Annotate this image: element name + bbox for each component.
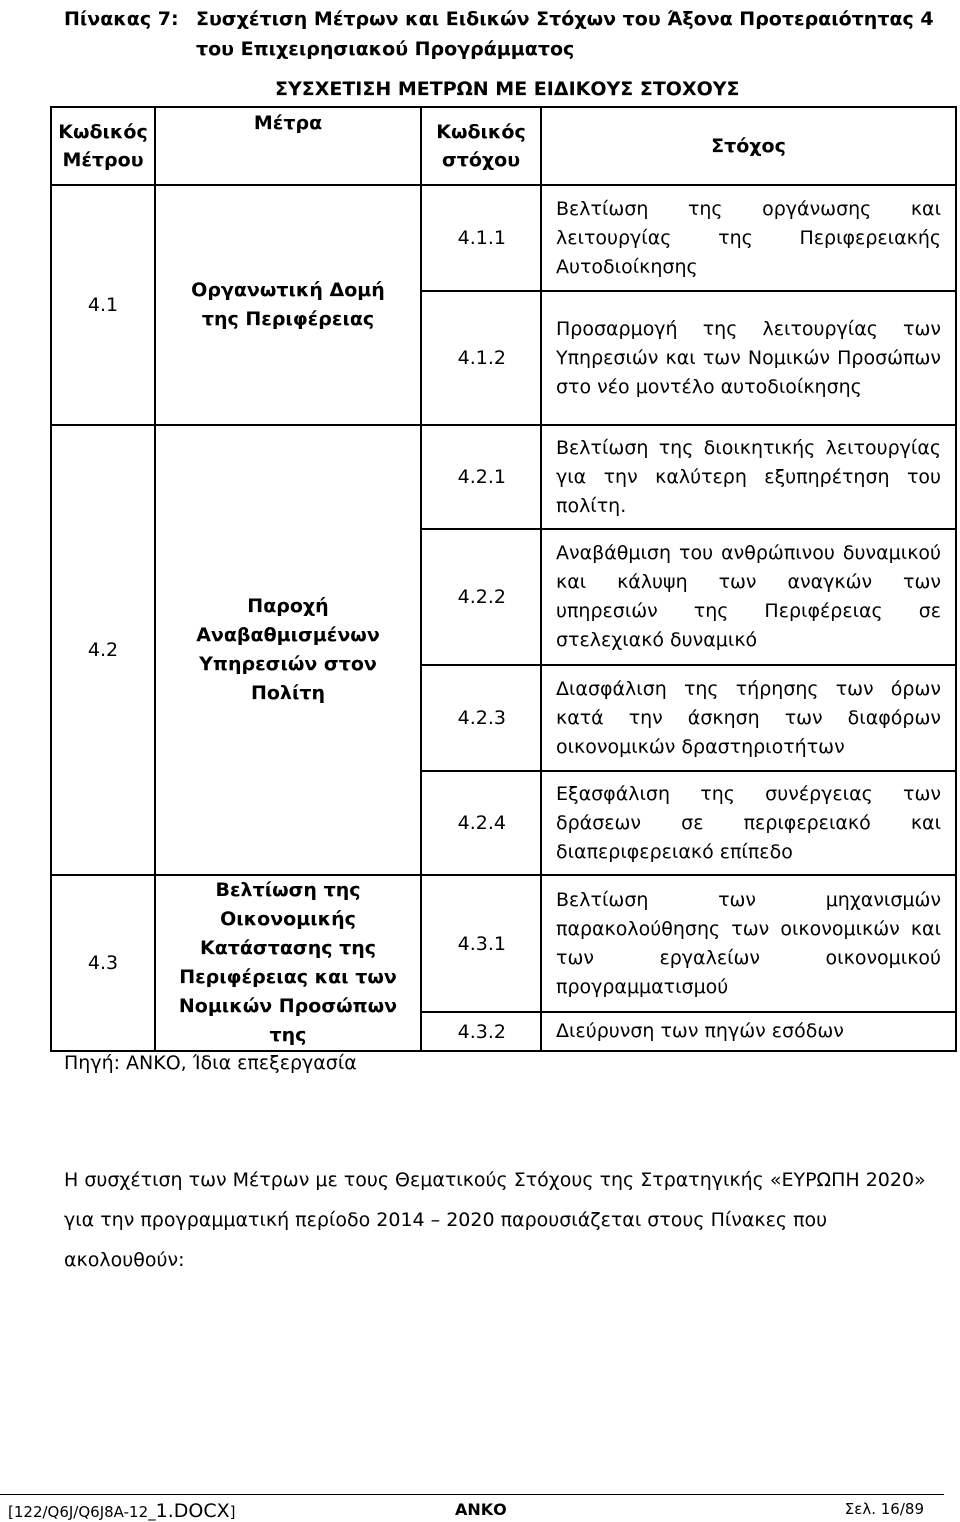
measure-name-4-2: Παροχή Αναβαθμισμένων Υπηρεσιών στον Πολίτη <box>155 425 421 875</box>
caption-title-line1: Συσχέτιση Μέτρων και Ειδικών Στόχων του Άξονα Προτεραιότητας 4 <box>196 8 934 30</box>
measure-name-4-3: Βελτίωση της Οικονομικής Κατάστασης της Περιφέρειας και των Νομικών Προσώπων της <box>155 875 421 1051</box>
measure-code-4-1: 4.1 <box>51 185 155 425</box>
goal-text-4-3-1: Βελτίωση των μηχανισμών παρακολούθησης των οικονομικών και των εργαλείων οικονομικού προγραμματισμού <box>541 875 956 1012</box>
goal-code-4-1-1: 4.1.1 <box>421 185 541 291</box>
table-caption <box>64 4 944 64</box>
goal-text-4-1-1: Βελτίωση της οργάνωσης και λειτουργίας της Περιφερειακής Αυτοδιοίκησης <box>541 185 956 291</box>
footer-page-number: Σελ. 16/89 <box>844 1500 924 1518</box>
goal-text-4-2-3: Διασφάλιση της τήρησης των όρων κατά την άσκηση των διαφόρων οικονομικών δραστηριοτήτων <box>541 665 956 771</box>
measures-goals-table <box>50 72 957 1052</box>
body-paragraph: Η συσχέτιση των Μέτρων με τους Θεματικούς Στόχους της Στρατηγικής «ΕΥΡΩΠΗ 2020» για την προγραμματική περίοδο 2014 – 2020 παρουσιάζεται στους Πίνακες που ακολουθούν: <box>64 1169 926 1271</box>
goal-text-4-2-2: Αναβάθμιση του ανθρώπινου δυναμικού και κάλυψη των αναγκών των υπηρεσιών της Περιφέρειας σε στελεχιακό δυναμικό <box>541 529 956 665</box>
goal-text-4-2-4: Εξασφάλιση της συνέργειας των δράσεων σε περιφερειακό και διαπεριφερειακό επίπεδο <box>541 771 956 875</box>
footer-divider <box>0 1494 944 1495</box>
measure-name-4-1: Οργανωτική Δομή της Περιφέρειας <box>155 185 421 425</box>
goal-code-4-2-4: 4.2.4 <box>421 771 541 875</box>
goal-text-4-1-2: Προσαρμογή της λειτουργίας των Υπηρεσιών και των Νομικών Προσώπων στο νέο μοντέλο αυτοδιοίκησης <box>541 291 956 425</box>
header-goal: Στόχος <box>541 107 956 185</box>
footer-center: ΑΝΚΟ <box>455 1500 507 1519</box>
goal-code-4-2-3: 4.2.3 <box>421 665 541 771</box>
footer-doc-ref-suffix: ] <box>229 1503 236 1521</box>
goal-text-4-3-2: Διεύρυνση των πηγών εσόδων <box>541 1012 956 1051</box>
group-header: ΣΥΣΧΕΤΙΣΗ ΜΕΤΡΩΝ ΜΕ ΕΙΔΙΚΟΥΣ ΣΤΟΧΟΥΣ <box>275 78 740 100</box>
goal-code-4-3-2: 4.3.2 <box>421 1012 541 1051</box>
header-goal-code: Κωδικός στόχου <box>421 107 541 185</box>
goal-code-4-2-1: 4.2.1 <box>421 425 541 529</box>
goal-code-4-2-2: 4.2.2 <box>421 529 541 665</box>
goal-code-4-3-1: 4.3.1 <box>421 875 541 1012</box>
goal-code-4-1-2: 4.1.2 <box>421 291 541 425</box>
caption-label: Πίνακας 7: <box>64 8 179 30</box>
footer-doc-ref <box>8 1500 235 1522</box>
measure-code-4-2: 4.2 <box>51 425 155 875</box>
table-source: Πηγή: ΑΝΚΟ, Ίδια επεξεργασία <box>64 1052 357 1074</box>
goal-text-4-2-1: Βελτίωση της διοικητικής λειτουργίας για την καλύτερη εξυπηρέτηση του πολίτη. <box>541 425 956 529</box>
header-measure-code: Κωδικός Μέτρου <box>51 107 155 185</box>
measure-code-4-3: 4.3 <box>51 875 155 1051</box>
footer-doc-ref-name: 1.DOCX <box>155 1500 230 1522</box>
caption-title-line2: του Επιχειρησιακού Προγράμματος <box>196 38 575 60</box>
footer-doc-ref-prefix: [122/Q6J/Q6J8A-12_ <box>8 1503 156 1521</box>
header-measure: Μέτρα <box>155 107 421 185</box>
